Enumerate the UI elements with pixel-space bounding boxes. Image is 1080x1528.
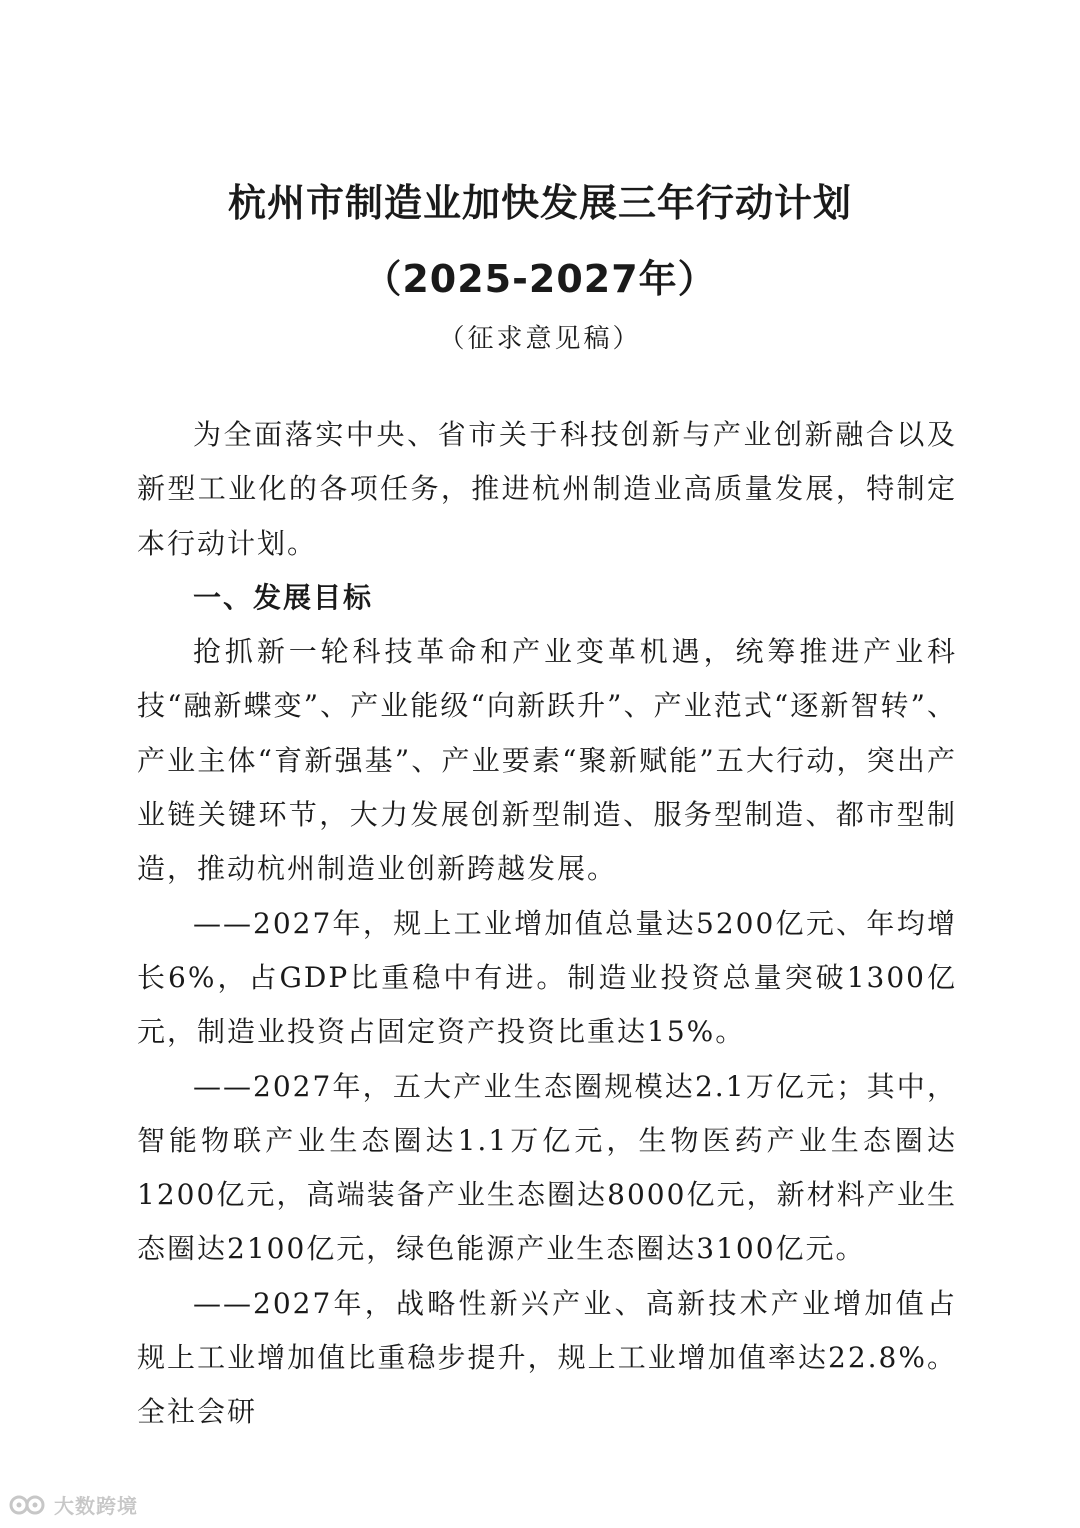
watermark-text: 大数跨境 [54,1494,138,1518]
target-paragraph-3: ——2027年，战略性新兴产业、高新技术产业增加值占规上工业增加值比重稳步提升，规上工业增加值率达22.8%。全社会研 [137,1286,957,1429]
document-title: 杭州市制造业加快发展三年行动计划 [227,181,852,225]
document-body [137,408,957,1440]
section-paragraph: 抢抓新一轮科技革命和产业变革机遇，统筹推进产业科技“融新蝶变”、产业能级“向新跃升”、产业范式“逐新智转”、产业主体“育新强基”、产业要素“聚新赋能”五大行动，突出产业链关键环节，大力发展创新型制造、服务型制造、都市型制造，推动杭州制造业创新跨越发展。 [137,635,957,886]
document-title-years: （2025-2027年） [363,257,717,301]
draft-subtitle: （征求意见稿） [438,324,642,354]
section-heading: 一、发展目标 [193,580,374,614]
brand-logo-icon [8,1494,48,1516]
target-paragraph-2: ——2027年，五大产业生态圈规模达2.1万亿元；其中，智能物联产业生态圈达1.1万亿元，生物医药产业生态圈达1200亿元，高端装备产业生态圈达8000亿元，新材料产业生态圈达2100亿元，绿色能源产业生态圈达3100亿元。 [137,1069,957,1266]
watermark [8,1490,138,1519]
intro-paragraph: 为全面落实中央、省市关于科技创新与产业创新融合以及新型工业化的各项任务，推进杭州制造业高质量发展，特制定本行动计划。 [137,418,957,560]
target-paragraph-1: ——2027年，规上工业增加值总量达5200亿元、年均增长6%，占GDP比重稳中有进。制造业投资总量突破1300亿元，制造业投资占固定资产投资比重达15%。 [137,906,957,1049]
